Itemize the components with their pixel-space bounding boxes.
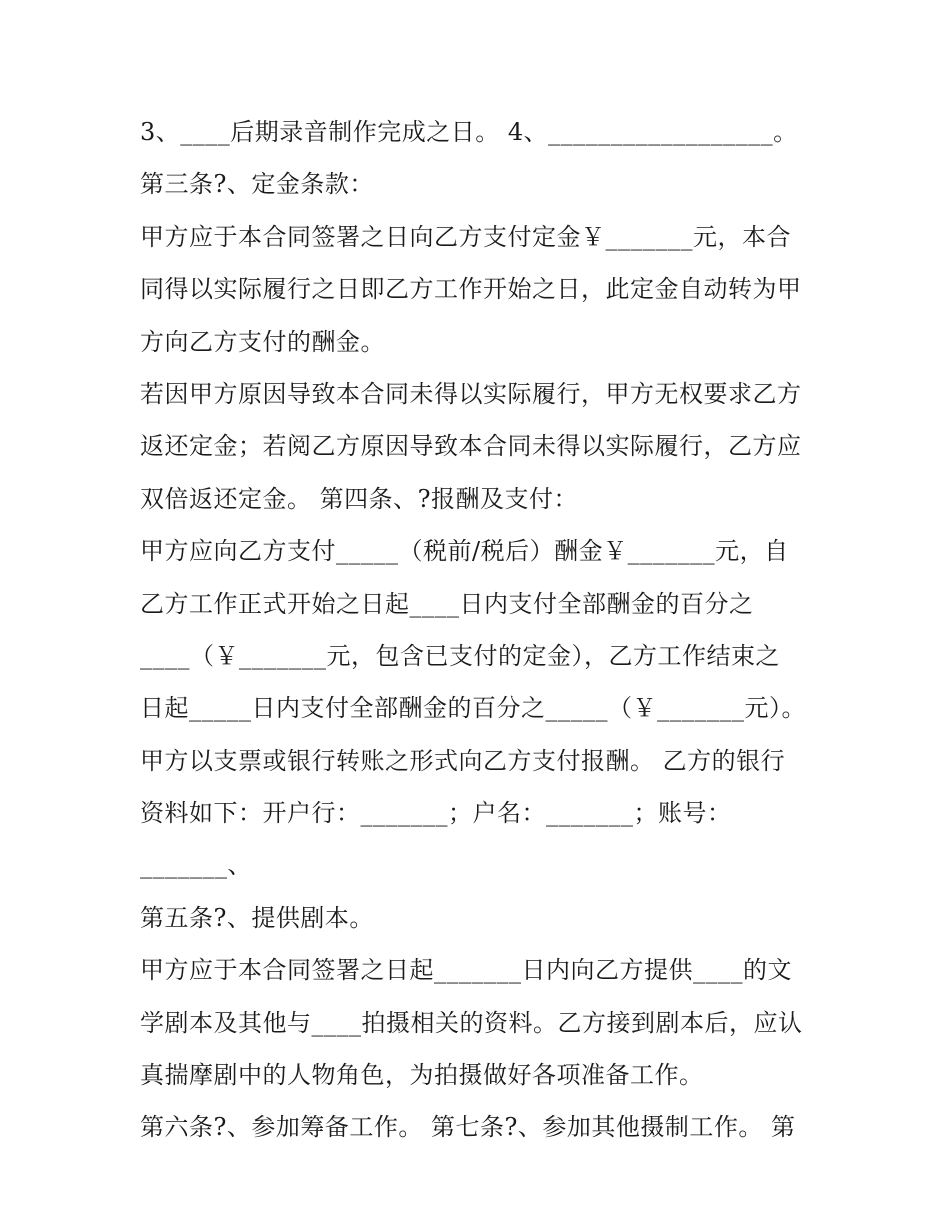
text-line-11: ____（￥_______元，包含已支付的定金），乙方工作结束之 xyxy=(140,641,780,670)
text-line-17: 甲方应于本合同签署之日起_______日内向乙方提供____的文 xyxy=(140,956,792,985)
contract-body xyxy=(140,106,820,1154)
text-line-14: 资料如下：开户行：_______；户名：_______；账号： xyxy=(140,799,732,828)
text-line-20: 第六条?、参加筹备工作。 第七条?、参加其他摄制工作。 第 xyxy=(140,1113,796,1142)
clause-5-heading: 第五条?、提供剧本。 xyxy=(140,903,374,932)
text-line-4: 同得以实际履行之日即乙方工作开始之日，此定金自动转为甲 xyxy=(140,275,802,304)
text-line-7: 返还定金；若阅乙方原因导致本合同未得以实际履行，乙方应 xyxy=(140,432,802,461)
text-line-15: _______、 xyxy=(140,851,252,880)
text-line-10: 乙方工作正式开始之日起____日内支付全部酬金的百分之 xyxy=(140,589,754,618)
clause-3-heading: 第三条?、定金条款： xyxy=(140,170,374,199)
text-line-1: 3、____后期录音制作完成之日。 4、__________________。 xyxy=(140,118,798,146)
text-line-8: 双倍返还定金。 第四条、?报酬及支付： xyxy=(140,484,578,513)
text-line-19: 真揣摩剧中的人物角色，为拍摄做好各项准备工作。 xyxy=(140,1061,704,1090)
text-line-3: 甲方应于本合同签署之日向乙方支付定金￥_______元，本合 xyxy=(140,222,791,251)
text-line-9: 甲方应向乙方支付_____（税前/税后）酬金￥_______元，自 xyxy=(140,537,789,566)
text-line-13: 甲方以支票或银行转账之形式向乙方支付报酬。 乙方的银行 xyxy=(140,746,786,775)
text-line-5: 方向乙方支付的酬金。 xyxy=(140,327,385,356)
text-line-12: 日起_____日内支付全部酬金的百分之_____（￥_______元）。 xyxy=(140,694,806,723)
text-line-18: 学剧本及其他与____拍摄相关的资料。乙方接到剧本后，应认 xyxy=(140,1008,803,1037)
text-line-6: 若因甲方原因导致本合同未得以实际履行，甲方无权要求乙方 xyxy=(140,379,802,408)
